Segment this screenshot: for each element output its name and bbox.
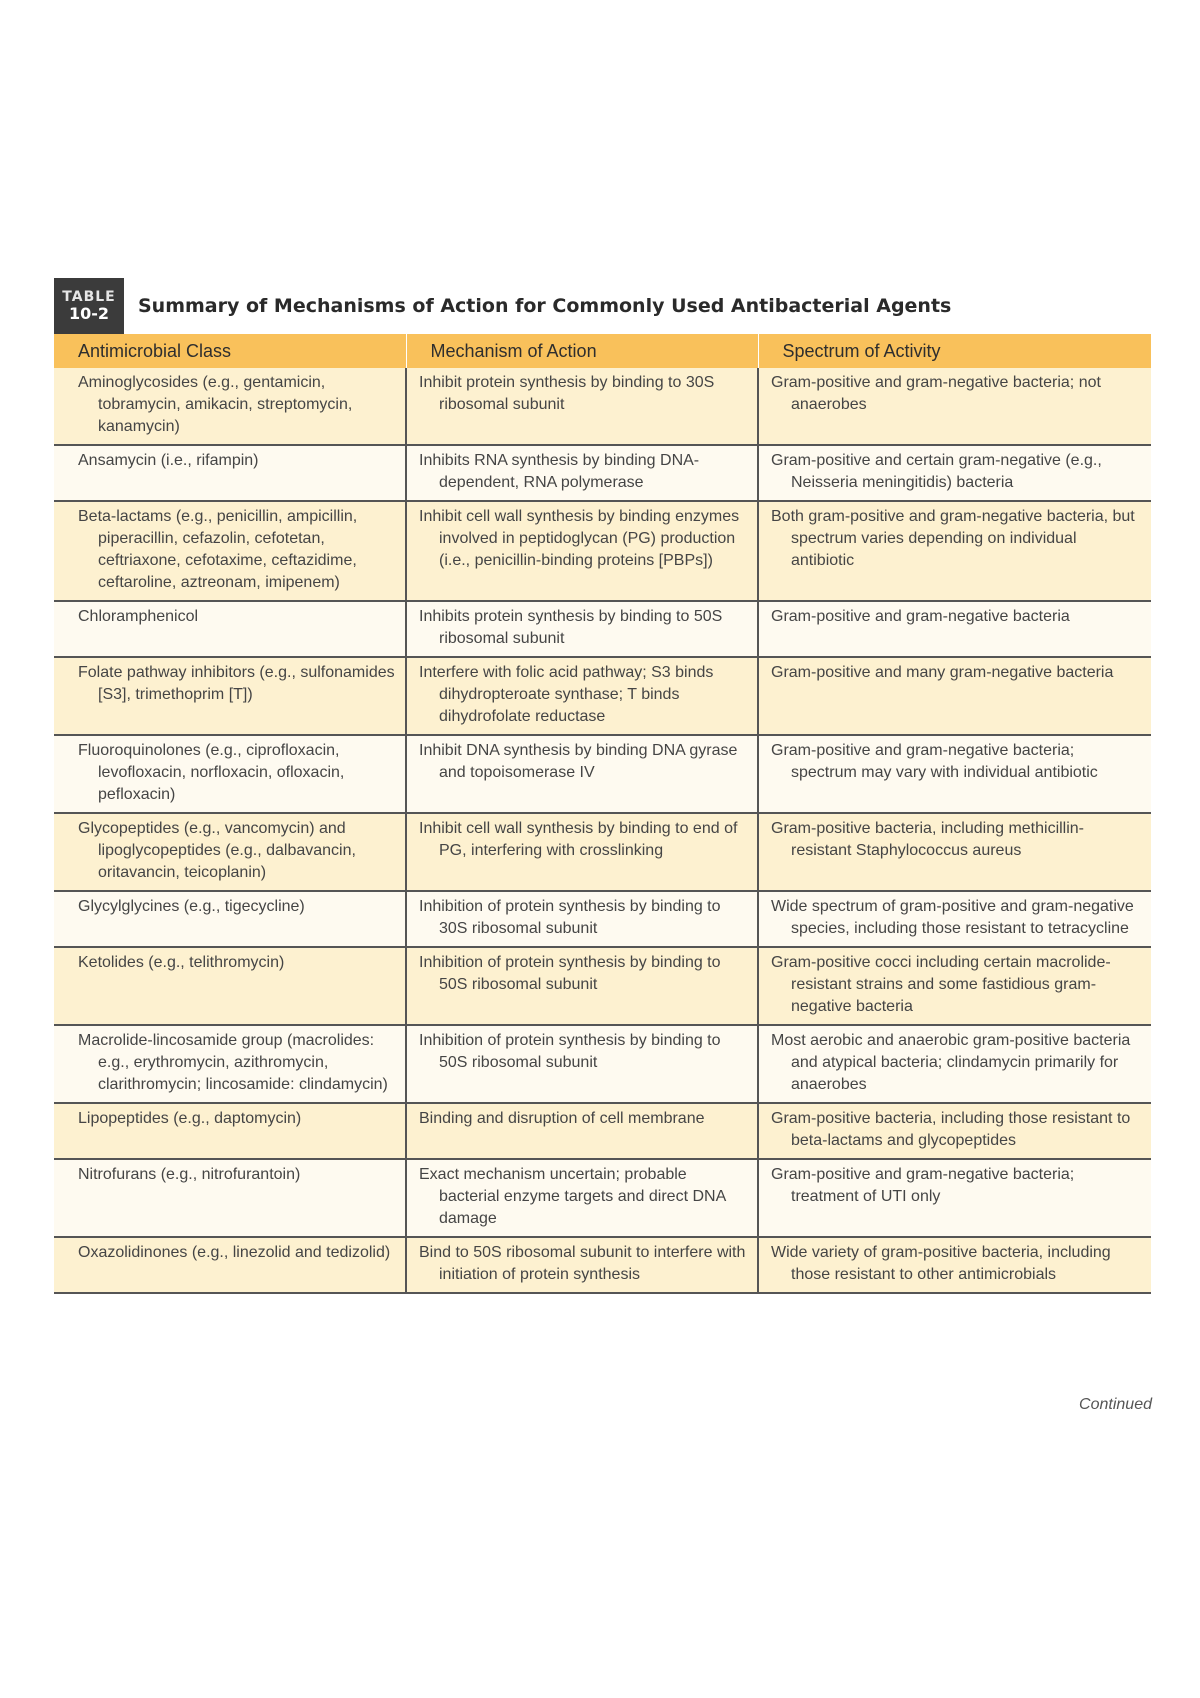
table-row xyxy=(54,445,1151,501)
cell-spectrum xyxy=(758,657,1151,735)
cell-mechanism-text: Inhibition of protein synthesis by binding to 50S ribosomal subunit xyxy=(419,1032,721,1071)
cell-antimicrobial-class-text: Nitrofurans (e.g., nitrofurantoin) xyxy=(78,1166,301,1183)
cell-antimicrobial-class-text: Chloramphenicol xyxy=(78,608,199,625)
cell-antimicrobial-class-text: Ansamycin (i.e., rifampin) xyxy=(78,452,259,469)
cell-spectrum-text: Wide spectrum of gram-positive and gram-negative species, including those resistant to tetracycline xyxy=(771,898,1134,937)
cell-antimicrobial-class xyxy=(54,813,406,891)
cell-mechanism xyxy=(406,601,758,657)
table-row xyxy=(54,735,1151,813)
cell-mechanism-text: Inhibits protein synthesis by binding to 50S ribosomal subunit xyxy=(419,608,723,647)
cell-antimicrobial-class xyxy=(54,1025,406,1103)
cell-spectrum-text: Gram-positive and many gram-negative bacteria xyxy=(771,664,1114,681)
table-row xyxy=(54,891,1151,947)
cell-mechanism-text: Inhibit DNA synthesis by binding DNA gyrase and topoisomerase IV xyxy=(419,742,738,781)
cell-spectrum-text: Both gram-positive and gram-negative bacteria, but spectrum varies depending on individual antibiotic xyxy=(771,508,1135,569)
cell-spectrum-text: Gram-positive and gram-negative bacteria xyxy=(771,608,1070,625)
cell-spectrum xyxy=(758,1025,1151,1103)
cell-antimicrobial-class xyxy=(54,735,406,813)
cell-spectrum-text: Most aerobic and anaerobic gram-positive bacteria and atypical bacteria; clindamycin primarily for anaerobes xyxy=(771,1032,1131,1093)
cell-antimicrobial-class xyxy=(54,1237,406,1293)
cell-spectrum xyxy=(758,813,1151,891)
cell-mechanism xyxy=(406,501,758,601)
cell-antimicrobial-class-text: Aminoglycosides (e.g., gentamicin, tobramycin, amikacin, streptomycin, kanamycin) xyxy=(78,374,353,435)
cell-antimicrobial-class-text: Folate pathway inhibitors (e.g., sulfonamides [S3], trimethoprim [T]) xyxy=(78,664,395,703)
cell-spectrum xyxy=(758,891,1151,947)
cell-antimicrobial-class xyxy=(54,445,406,501)
table-row xyxy=(54,368,1151,445)
cell-antimicrobial-class xyxy=(54,1103,406,1159)
cell-mechanism-text: Inhibits RNA synthesis by binding DNA-dependent, RNA polymerase xyxy=(419,452,700,491)
cell-spectrum-text: Gram-positive and gram-negative bacteria; spectrum may vary with individual antibiotic xyxy=(771,742,1098,781)
cell-mechanism xyxy=(406,813,758,891)
table-header-row xyxy=(54,334,1151,368)
cell-mechanism-text: Inhibition of protein synthesis by binding to 30S ribosomal subunit xyxy=(419,898,721,937)
cell-antimicrobial-class xyxy=(54,891,406,947)
cell-antimicrobial-class xyxy=(54,1159,406,1237)
cell-mechanism xyxy=(406,1103,758,1159)
cell-antimicrobial-class xyxy=(54,501,406,601)
column-header-spectrum: Spectrum of Activity xyxy=(758,334,1151,368)
table-row xyxy=(54,601,1151,657)
cell-mechanism xyxy=(406,1237,758,1293)
cell-antimicrobial-class-text: Beta-lactams (e.g., penicillin, ampicillin, piperacillin, cefazolin, cefotetan, ceftriaxone, cefotaxime, ceftazidime, ceftaroline, aztreonam, imipenem) xyxy=(78,508,358,591)
cell-spectrum xyxy=(758,735,1151,813)
cell-spectrum xyxy=(758,947,1151,1025)
table-number-tag xyxy=(54,278,124,334)
cell-mechanism-text: Bind to 50S ribosomal subunit to interfere with initiation of protein synthesis xyxy=(419,1244,746,1283)
cell-spectrum xyxy=(758,368,1151,445)
cell-spectrum xyxy=(758,601,1151,657)
cell-antimicrobial-class xyxy=(54,657,406,735)
cell-spectrum xyxy=(758,445,1151,501)
cell-spectrum-text: Gram-positive and gram-negative bacteria; not anaerobes xyxy=(771,374,1101,413)
cell-mechanism-text: Inhibit cell wall synthesis by binding enzymes involved in peptidoglycan (PG) production (i.e., penicillin-binding proteins [PBPs]) xyxy=(419,508,740,569)
continued-note: Continued xyxy=(1079,1396,1152,1413)
cell-antimicrobial-class-text: Lipopeptides (e.g., daptomycin) xyxy=(78,1110,302,1127)
table-title: Summary of Mechanisms of Action for Commonly Used Antibacterial Agents xyxy=(138,295,952,317)
table-row xyxy=(54,813,1151,891)
table-row xyxy=(54,1237,1151,1293)
cell-spectrum xyxy=(758,1237,1151,1293)
cell-mechanism xyxy=(406,947,758,1025)
column-header-class: Antimicrobial Class xyxy=(54,334,406,368)
cell-antimicrobial-class-text: Oxazolidinones (e.g., linezolid and tedizolid) xyxy=(78,1244,391,1261)
cell-antimicrobial-class-text: Glycylglycines (e.g., tigecycline) xyxy=(78,898,305,915)
cell-antimicrobial-class xyxy=(54,947,406,1025)
table-tag-number: 10-2 xyxy=(68,303,110,323)
cell-mechanism-text: Binding and disruption of cell membrane xyxy=(419,1110,705,1127)
cell-mechanism xyxy=(406,368,758,445)
cell-spectrum-text: Gram-positive bacteria, including those resistant to beta-lactams and glycopeptides xyxy=(771,1110,1131,1149)
cell-antimicrobial-class-text: Glycopeptides (e.g., vancomycin) and lipoglycopeptides (e.g., dalbavancin, oritavancin, teicoplanin) xyxy=(78,820,356,881)
table-row xyxy=(54,1103,1151,1159)
table-tag-label: TABLE xyxy=(62,288,116,305)
cell-antimicrobial-class xyxy=(54,368,406,445)
cell-spectrum-text: Gram-positive cocci including certain macrolide-resistant strains and some fastidious gram-negative bacteria xyxy=(771,954,1111,1015)
cell-antimicrobial-class-text: Fluoroquinolones (e.g., ciprofloxacin, levofloxacin, norfloxacin, ofloxacin, pefloxacin) xyxy=(78,742,345,803)
cell-mechanism-text: Exact mechanism uncertain; probable bacterial enzyme targets and direct DNA damage xyxy=(419,1166,726,1227)
table-row xyxy=(54,947,1151,1025)
cell-antimicrobial-class-text: Ketolides (e.g., telithromycin) xyxy=(78,954,285,971)
cell-mechanism xyxy=(406,891,758,947)
cell-mechanism xyxy=(406,735,758,813)
cell-mechanism-text: Inhibition of protein synthesis by binding to 50S ribosomal subunit xyxy=(419,954,721,993)
cell-mechanism xyxy=(406,657,758,735)
table-row xyxy=(54,1159,1151,1237)
cell-spectrum-text: Gram-positive and certain gram-negative (e.g., Neisseria meningitidis) bacteria xyxy=(771,452,1102,491)
cell-spectrum xyxy=(758,1103,1151,1159)
table-caption xyxy=(54,278,1151,334)
cell-spectrum-text: Gram-positive bacteria, including methicillin-resistant Staphylococcus aureus xyxy=(771,820,1085,859)
cell-mechanism-text: Inhibit cell wall synthesis by binding to end of PG, interfering with crosslinking xyxy=(419,820,738,859)
cell-mechanism xyxy=(406,445,758,501)
cell-mechanism-text: Inhibit protein synthesis by binding to 30S ribosomal subunit xyxy=(419,374,715,413)
column-header-mechanism: Mechanism of Action xyxy=(406,334,758,368)
table-row xyxy=(54,1025,1151,1103)
cell-spectrum xyxy=(758,1159,1151,1237)
cell-spectrum-text: Gram-positive and gram-negative bacteria; treatment of UTI only xyxy=(771,1166,1075,1205)
cell-antimicrobial-class-text: Macrolide-lincosamide group (macrolides: e.g., erythromycin, azithromycin, clarithromycin; lincosamide: clindamycin) xyxy=(78,1032,388,1093)
cell-mechanism xyxy=(406,1159,758,1237)
cell-mechanism xyxy=(406,1025,758,1103)
table-row xyxy=(54,501,1151,601)
cell-spectrum-text: Wide variety of gram-positive bacteria, including those resistant to other antimicrobials xyxy=(771,1244,1111,1283)
cell-antimicrobial-class xyxy=(54,601,406,657)
cell-mechanism-text: Interfere with folic acid pathway; S3 binds dihydropteroate synthase; T binds dihydrofolate reductase xyxy=(419,664,714,725)
table-row xyxy=(54,657,1151,735)
antibacterial-table-figure xyxy=(54,278,1151,1294)
cell-spectrum xyxy=(758,501,1151,601)
mechanisms-table xyxy=(54,334,1151,1294)
